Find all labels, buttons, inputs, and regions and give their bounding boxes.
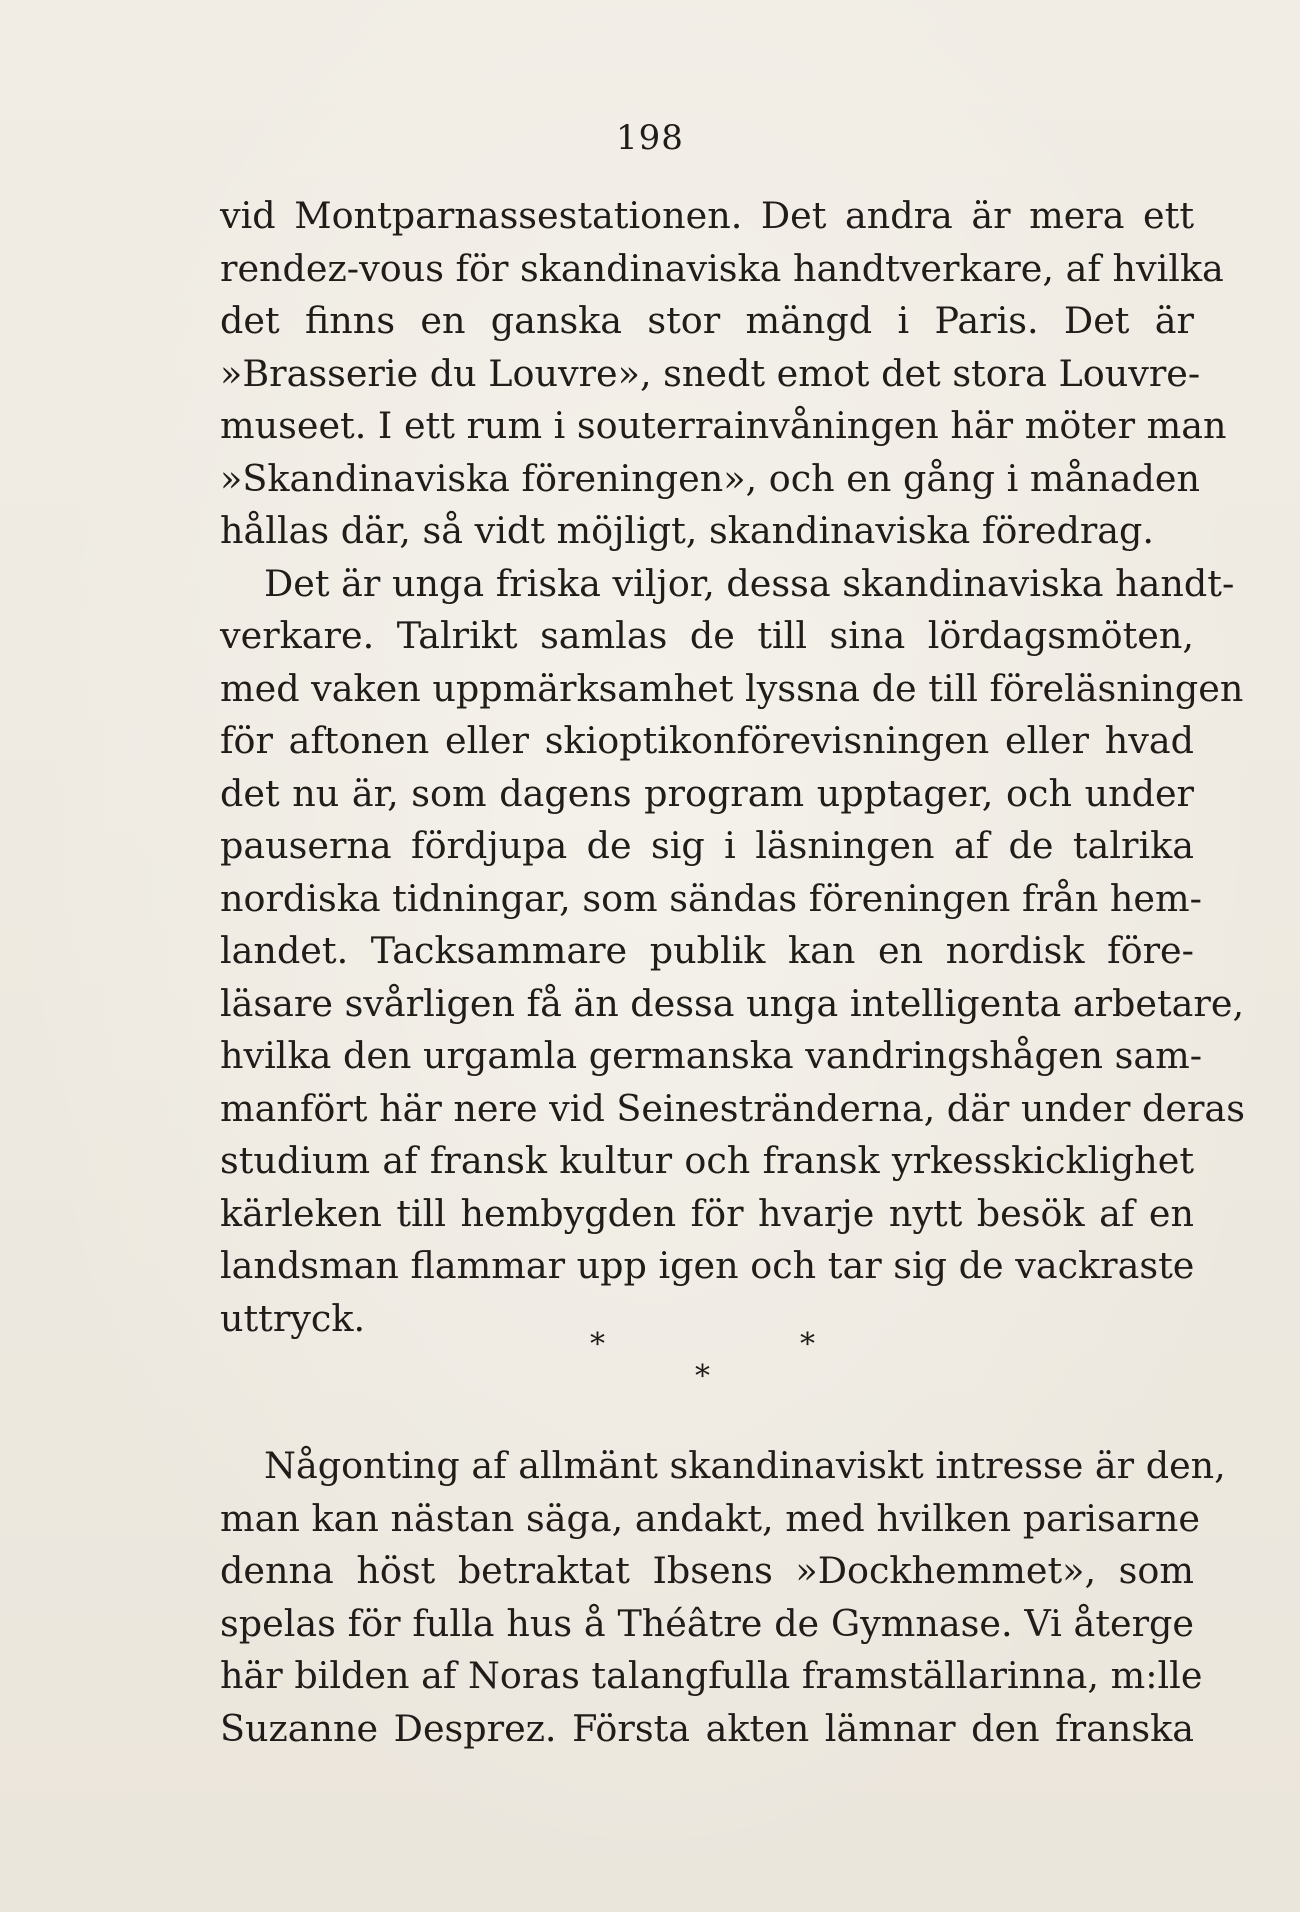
paragraph-2: [220, 558, 1245, 1346]
text-line: Det är unga friska viljor, dessa skandinaviska handt-: [264, 561, 1235, 605]
asterisk: *: [695, 1359, 710, 1394]
text-line: man kan nästan säga, andakt, med hvilken parisarne: [220, 1496, 1200, 1540]
text-line: rendez-vous för skandinaviska handtverkare, af hvilka: [220, 246, 1224, 290]
text-line: landsman flammar upp igen och tar sig de vackraste: [220, 1244, 1195, 1287]
text-line: museet. I ett rum i souterrainvåningen här möter man: [220, 404, 1227, 447]
text-line: landet. Tacksammare publik kan en nordisk före-: [220, 929, 1194, 972]
text-line: »Skandinaviska föreningen», och en gång i månaden: [220, 456, 1200, 500]
text-line: manfört här nere vid Seinestränderna, där under deras: [220, 1086, 1245, 1130]
asterisk: *: [590, 1327, 605, 1362]
paragraph-3: [220, 1440, 1226, 1755]
text-line: för aftonen eller skioptikonförevisningen eller hvad: [220, 719, 1194, 762]
text-line: Suzanne Desprez. Första akten lämnar den franska: [220, 1706, 1194, 1750]
text-line: studium af fransk kultur och fransk yrkesskicklighet: [220, 1139, 1194, 1182]
section-divider-asterism: [0, 1327, 1300, 1410]
text-line: hvilka den urgamla germanska vandringshågen sam-: [220, 1034, 1203, 1077]
text-line: vid Montparnassestationen. Det andra är mera ett: [220, 194, 1194, 237]
text-line: kärleken till hembygden för hvarje nytt besök af en: [220, 1191, 1194, 1235]
text-line: läsare svårligen få än dessa unga intelligenta arbetare,: [220, 981, 1245, 1025]
text-line: denna höst betraktat Ibsens »Dockhemmet», som: [220, 1549, 1194, 1592]
paragraph-1: [220, 190, 1227, 558]
text-line: det finns en ganska stor mängd i Paris. Det är: [220, 299, 1194, 342]
text-line: hållas där, så vidt möjligt, skandinaviska föredrag.: [220, 509, 1154, 552]
text-line: »Brasserie du Louvre», snedt emot det stora Louvre-: [220, 351, 1201, 395]
text-line: här bilden af Noras talangfulla framställarinna, m:lle: [220, 1654, 1203, 1697]
text-line: verkare. Talrikt samlas de till sina lördagsmöten,: [220, 614, 1194, 657]
text-line: uttryck.: [220, 1296, 366, 1340]
text-line: det nu är, som dagens program upptager, och under: [220, 771, 1194, 815]
page-number: 198: [616, 118, 684, 158]
text-line: spelas för fulla hus å Théâtre de Gymnase. Vi återge: [220, 1601, 1194, 1645]
text-line: pauserna fördjupa de sig i läsningen af de talrika: [220, 824, 1194, 867]
text-line: nordiska tidningar, som sändas föreningen från hem-: [220, 876, 1202, 920]
asterisk: *: [800, 1327, 815, 1362]
main-text-block: [220, 190, 1245, 1345]
text-line: med vaken uppmärksamhet lyssna de till föreläsningen: [220, 666, 1244, 710]
text-line: Någonting af allmänt skandinaviskt intresse är den,: [264, 1444, 1226, 1487]
